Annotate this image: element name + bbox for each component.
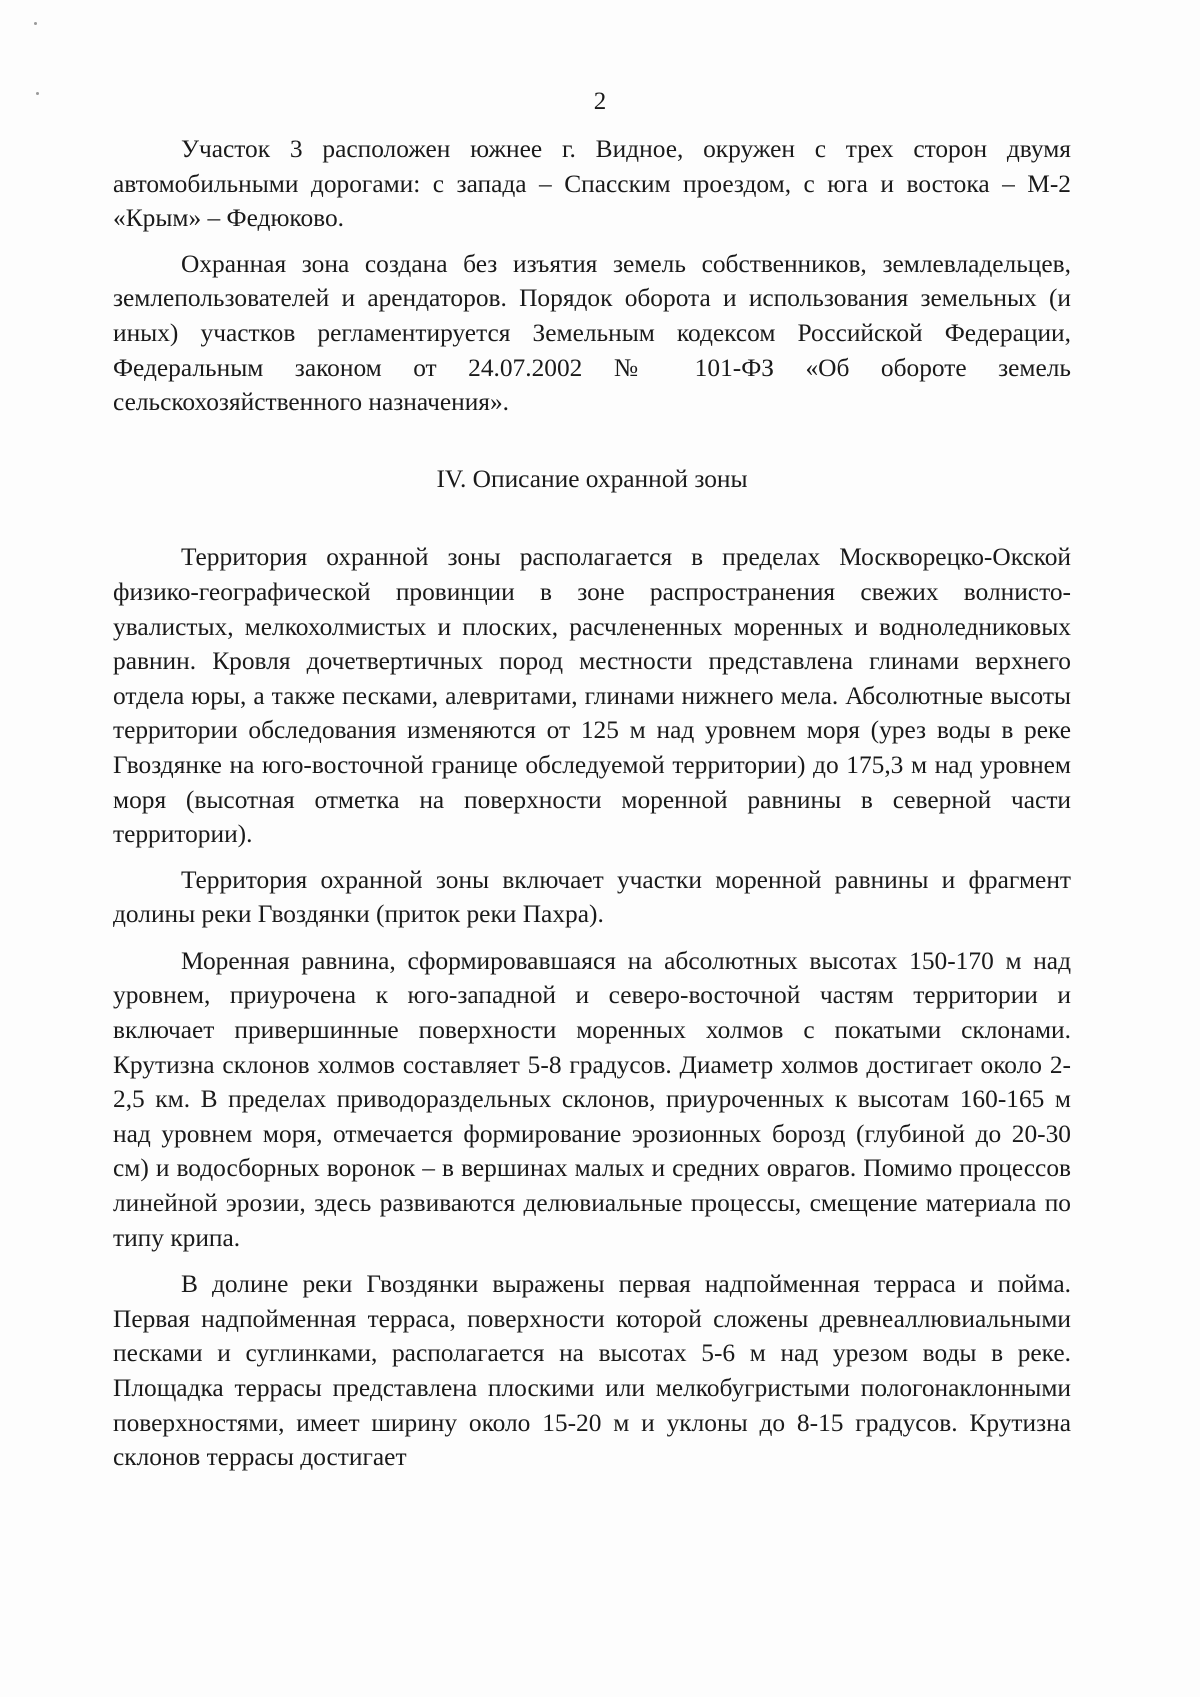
paragraph-protection-zone-legal: Охранная зона создана без изъятия земель собственников, землевладельцев, землепользователей и арендаторов. Порядок оборота и использования земельных (и иных) участков регламентируется Земельным кодексом Российской Федерации, Федеральным законом от 24.07.2002 № 101-ФЗ «Об обороте земель сельскохозяйственного назначения». xyxy=(113,249,1071,417)
document-body xyxy=(113,132,1071,1475)
page-number: 2 xyxy=(593,88,607,115)
paragraph-moraine-plain: Моренная равнина, сформировавшаяся на абсолютных высотах 150-170 м над уровнем, приурочена к юго-западной и северо-восточной частям территории и включает привершинные поверхности моренных холмов с покатыми склонами. Крутизна склонов холмов составляет 5-8 градусов. Диаметр холмов достигает около 2-2,5 км. В пределах приводораздельных склонов, приуроченных к высотам 160-165 м над уровнем моря, отмечается формирование эрозионных борозд (глубиной до 20-30 см) и водосборных воронок – в вершинах малых и средних оврагов. Помимо процессов линейной эрозии, здесь развиваются делювиальные процессы, смещение материала по типу крипа. xyxy=(113,946,1071,1252)
paragraph-river-valley: В долине реки Гвоздянки выражены первая надпойменная терраса и пойма. Первая надпойменная терраса, поверхности которой сложены древнеаллювиальными песками и суглинками, располагается на высотах 5-6 м над урезом воды в реке. Площадка террасы представлена плоскими или мелкобугристыми пологонаклонными поверхностями, имеет ширину около 15-20 м и уклоны до 8-15 градусов. Крутизна склонов террасы достигает xyxy=(113,1270,1071,1472)
section-heading: IV. Описание охранной зоны xyxy=(436,464,748,493)
scan-speck xyxy=(34,22,37,25)
paragraph-territory-composition: Территория охранной зоны включает участки моренной равнины и фрагмент долины реки Гвоздянки (приток реки Пахра). xyxy=(113,865,1071,929)
paragraph-plot-location: Участок 3 расположен южнее г. Видное, окружен с трех сторон двумя автомобильными дорогами: с запада – Спасским проездом, с юга и востока – М-2 «Крым» – Федюково. xyxy=(113,135,1071,233)
paragraph-territory-description: Территория охранной зоны располагается в пределах Москворецко-Окской физико-географической провинции в зоне распространения свежих волнисто-увалистых, мелкохолмистых и плоских, расчлененных моренных и водноледниковых равнин. Кровля дочетвертичных пород местности представлена глинами верхнего отдела юры, а также песками, алевритами, глинами нижнего мела. Абсолютные высоты территории обследования изменяются от 125 м над уровнем моря (урез воды в реке Гвоздянке на юго-восточной границе обследуемой территории) до 175,3 м над уровнем моря (высотная отметка на поверхности моренной равнины в северной части территории). xyxy=(113,543,1071,849)
